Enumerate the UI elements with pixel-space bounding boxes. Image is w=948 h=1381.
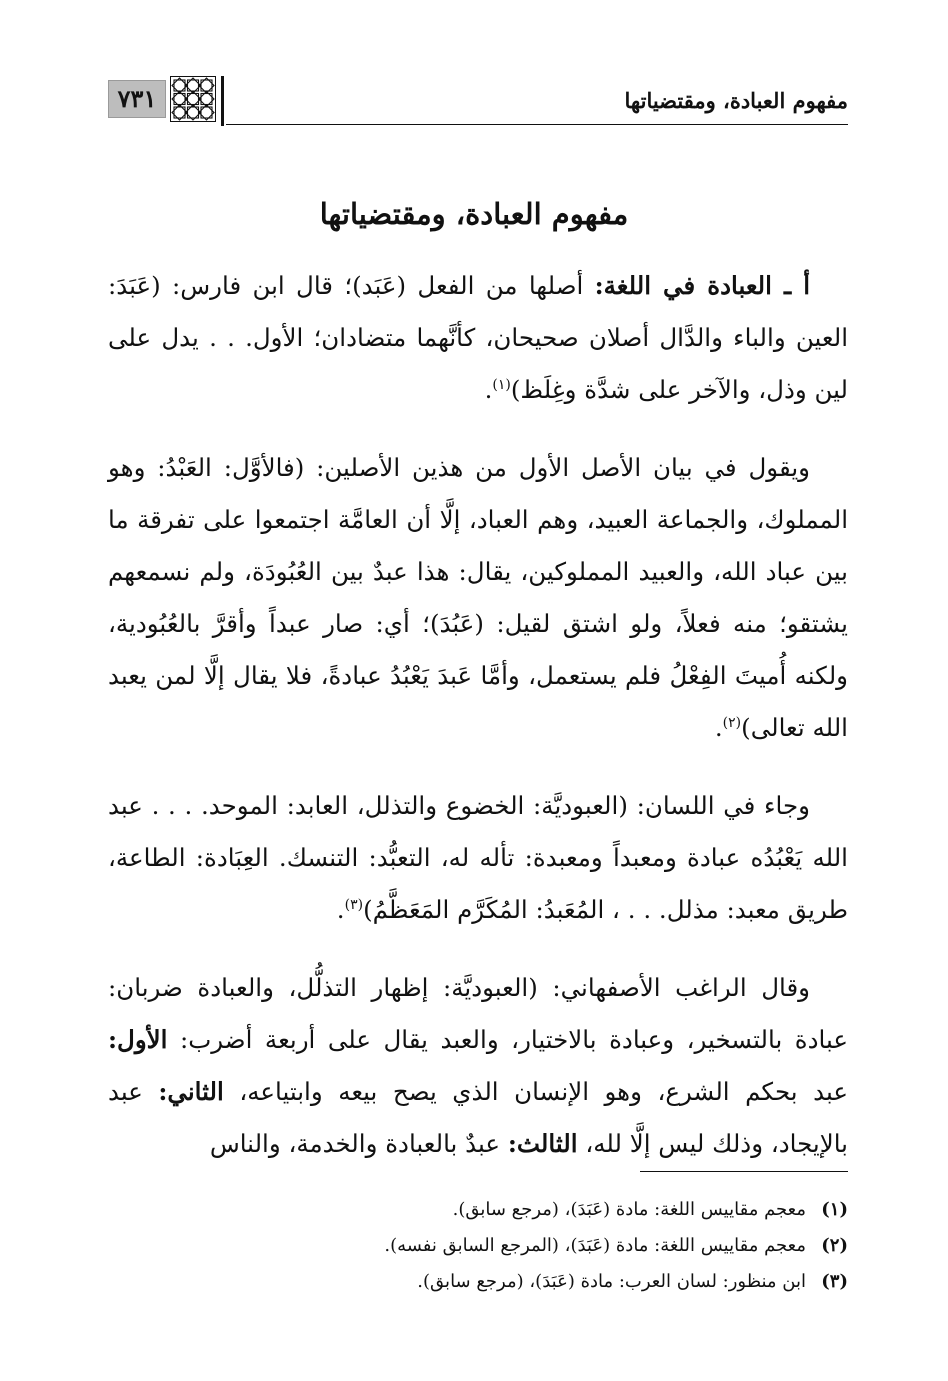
footnote-number: (٢) xyxy=(821,1235,848,1256)
paragraph-text: وجاء في اللسان: (العبوديَّة: الخضوع والتذلل، العابد: الموحد. . . . عبد الله يَعْبُدُه عبادة ومعبداً ومعبدة: تأله له، التعبُّد: التنسك. العِبَادة: الطاعة، طريق معبد: مذلل. . . ، المُعَبدُ: المُكَرَّم المَعَظَّمُ) xyxy=(108,791,848,924)
footnote-item xyxy=(108,1192,848,1228)
paragraph-1 xyxy=(108,260,848,416)
geometric-ornament-icon xyxy=(170,76,216,122)
footnote-text: معجم مقاييس اللغة: مادة (عَبَدَ)، (المرجع السابق نفسه). xyxy=(384,1235,806,1256)
header-divider-bar xyxy=(221,76,224,126)
term-third: الثالث: xyxy=(507,1129,578,1158)
footnote-number: (٣) xyxy=(821,1271,848,1292)
footnote-text: ابن منظور: لسان العرب: مادة (عَبَدَ)، (مرجع سابق). xyxy=(417,1271,806,1292)
paragraph-end: . xyxy=(484,375,493,404)
footnote-item xyxy=(108,1228,848,1264)
paragraph-text: عبدٌ بالعبادة والخدمة، والناس xyxy=(209,1129,508,1158)
page-number: ٧٣١ xyxy=(108,80,166,118)
term-first: الأول: xyxy=(108,1025,168,1054)
paragraph-4 xyxy=(108,962,848,1170)
footnote-number: (١) xyxy=(821,1199,848,1220)
footnote-text: معجم مقاييس اللغة: مادة (عَبَدَ)، (مرجع سابق). xyxy=(452,1199,806,1220)
footnote-ref-3[interactable]: (٣) xyxy=(344,896,364,913)
footnotes xyxy=(108,1192,848,1300)
footnote-item xyxy=(108,1264,848,1300)
running-header xyxy=(108,74,848,130)
paragraph-text: عبد بحكم الشرع، وهو الإنسان الذي يصح بيعه وابتياعه، xyxy=(223,1077,848,1106)
paragraph-end: . xyxy=(336,895,345,924)
paragraph-text: وقال الراغب الأصفهاني: (العبوديَّة: إظهار التذلُّل، والعبادة ضربان: عبادة بالتسخير، وعبادة بالاختيار، والعبد يقال على أربعة أضرب: xyxy=(108,973,848,1054)
running-title: مفهوم العبادة، ومقتضياتها xyxy=(624,88,848,113)
lead-heading: أ ـ العبادة في اللغة: xyxy=(594,271,811,300)
footnote-separator xyxy=(640,1171,848,1172)
paragraph-2 xyxy=(108,442,848,754)
footnote-ref-1[interactable]: (١) xyxy=(492,376,511,393)
paragraph-text: أصلها من الفعل (عَبَد)؛ قال ابن فارس: (عَبَدَ: العين والباء والدَّال أصلان صحيحان، كأنَّهما متضادان؛ الأول. . . يدل على لين وذل، والآخر على شدَّة وغِلَظ) xyxy=(108,271,848,404)
term-second: الثاني: xyxy=(158,1077,224,1106)
footnote-ref-2[interactable]: (٢) xyxy=(722,714,742,731)
paragraph-end: . xyxy=(714,713,723,742)
paragraph-text: عبد بالإيجاد، وذلك ليس إلَّا لله، xyxy=(108,1077,848,1158)
body-text xyxy=(108,260,848,1170)
header-rule xyxy=(226,124,848,125)
paragraph-3 xyxy=(108,780,848,936)
chapter-title: مفهوم العبادة، ومقتضياتها xyxy=(319,197,629,231)
paragraph-text: ويقول في بيان الأصل الأول من هذين الأصلين: (فالأوَّل: العَبْدُ: وهو المملوك، والجماعة العبيد، وهم العباد، إلَّا أن العامَّة اجتمعوا على تفرقة ما بين عباد الله، والعبيد المملوكين، يقال: هذا عبدٌ بين العُبُودَة، ولم نسمعهم يشتقو؛ منه فعلاً، ولو اشتق لقيل: (عَبُدَ)؛ أي: صار عبداً وأقرَّ بالعُبُودية، ولكنه أُميتَ الفِعْلُ فلم يستعمل، وأمَّا عَبدَ يَعْبُدُ عبادةً، فلا يقال إلَّا لمن يعبد الله تعالى) xyxy=(108,453,848,742)
